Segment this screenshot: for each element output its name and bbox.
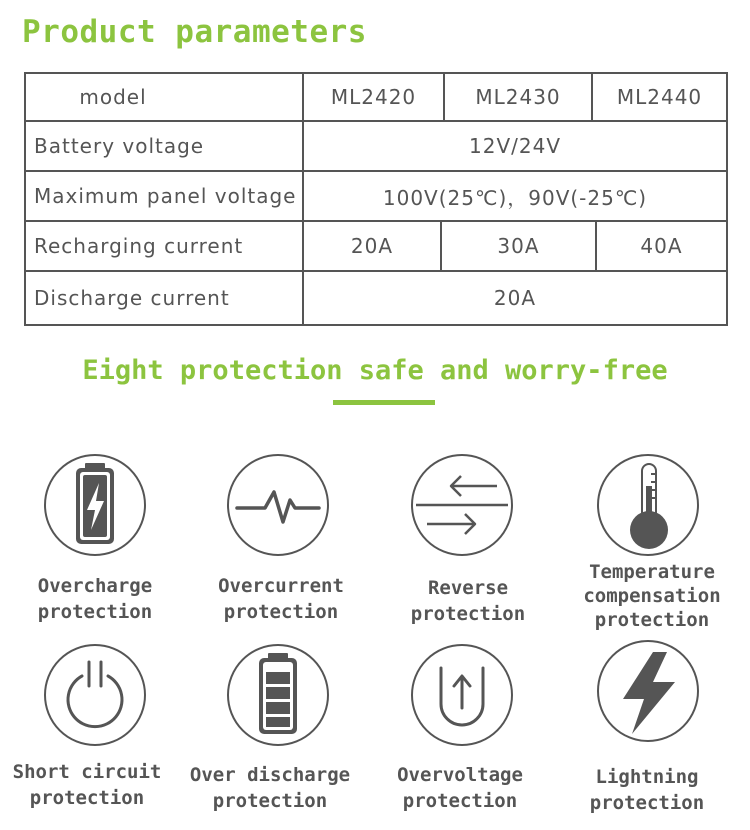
row-label-max-panel-voltage: Maximum panel voltage [34,184,297,208]
feature-label-overvoltage: Overvoltage protection [397,764,523,812]
header-model-ml2440: ML2440 [616,85,703,109]
feature-label-over-discharge: Over discharge protection [189,764,351,812]
page-title: Product parameters [22,14,367,50]
feature-label-overcurrent: Overcurrent protection [218,575,344,623]
feature-label-lightning: Lightning protection [589,766,705,814]
row-label-battery-voltage: Battery voltage [34,134,205,158]
lightning-bolt-icon [597,640,699,742]
power-icon [44,644,146,746]
feature-label-short-circuit: Short circuit protection [12,761,162,809]
row-label-recharging-current: Recharging current [34,234,244,258]
max-panel-voltage-value: 100V(25℃)，90V(-25℃) [382,185,648,210]
parameters-table [24,72,728,326]
feature-label-reverse: Reverse protection [410,577,526,625]
title-underline [333,400,435,405]
recharging-current-ml2430: 30A [497,234,540,258]
feature-label-overcharge: Overcharge protection [37,575,153,623]
recharging-current-ml2440: 40A [640,234,683,258]
section-title: Eight protection safe and worry-free [82,355,668,386]
pulse-wave-icon [227,454,329,556]
battery-voltage-value: 12V/24V [469,134,561,158]
header-model-ml2420: ML2420 [330,85,417,109]
row-label-discharge-current: Discharge current [34,286,230,310]
header-model-label: model [79,85,147,109]
thermometer-icon [597,454,699,556]
reverse-arrows-icon [411,454,513,556]
discharge-current-value: 20A [493,286,537,310]
battery-level-icon [227,644,329,746]
feature-label-temperature: Temperature compensation protection [583,561,721,631]
u-turn-arrow-icon [411,644,513,746]
header-model-ml2430: ML2430 [475,85,561,109]
recharging-current-ml2420: 20A [350,234,394,258]
battery-charging-icon [44,454,146,556]
